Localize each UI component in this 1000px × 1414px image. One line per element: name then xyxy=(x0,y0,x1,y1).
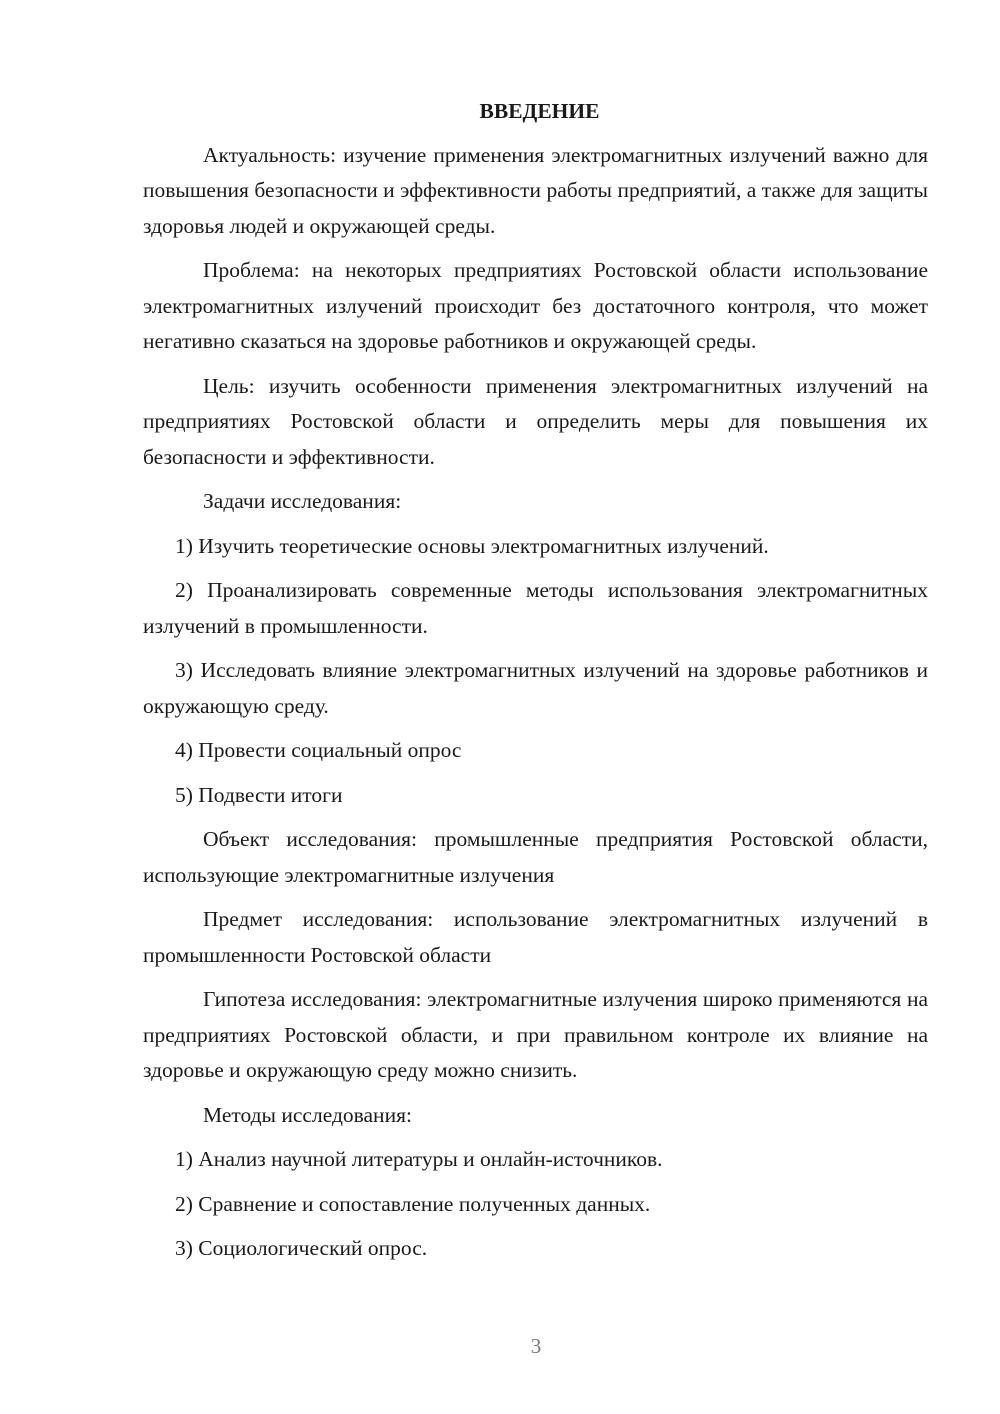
subject-paragraph: Предмет исследования: использование электромагнитных излучений в промышленности Ростовской области xyxy=(143,907,928,967)
method-item: 2) Сравнение и сопоставление полученных данных. xyxy=(175,1191,651,1216)
goal-paragraph: Цель: изучить особенности применения электромагнитных излучений на предприятиях Ростовской области и определить меры для повышения их безопасности и эффективности. xyxy=(143,373,928,469)
relevance-paragraph: Актуальность: изучение применения электромагнитных излучений важно для повышения безопасности и эффективности работы предприятий, а также для защиты здоровья людей и окружающей среды. xyxy=(143,142,928,238)
tasks-heading: Задачи исследования: xyxy=(203,489,402,513)
page-number: 3 xyxy=(530,1334,542,1358)
task-item: 1) Изучить теоретические основы электромагнитных излучений. xyxy=(175,533,769,558)
page-title: ВВЕДЕНИЕ xyxy=(479,99,600,123)
task-item: 3) Исследовать влияние электромагнитных излучений на здоровье работников и окружающую среду. xyxy=(143,658,928,718)
hypothesis-paragraph: Гипотеза исследования: электромагнитные излучения широко применяются на предприятиях Ростовской области, и при правильном контроле их влияние на здоровье и окружающую среду можно снизить. xyxy=(143,987,928,1082)
methods-heading: Методы исследования: xyxy=(203,1102,412,1127)
page-content xyxy=(143,94,928,1276)
task-item: 4) Провести социальный опрос xyxy=(175,738,462,762)
task-item: 5) Подвести итоги xyxy=(175,782,343,807)
method-item: 3) Социологический опрос. xyxy=(175,1236,428,1260)
method-item: 1) Анализ научной литературы и онлайн-источников. xyxy=(175,1147,663,1171)
problem-paragraph: Проблема: на некоторых предприятиях Ростовской области использование электромагнитных излучений происходит без достаточного контроля, что может негативно сказаться на здоровье работников и окружающей среды. xyxy=(143,258,928,353)
object-paragraph: Объект исследования: промышленные предприятия Ростовской области, использующие электромагнитные излучения xyxy=(143,827,928,887)
task-item: 2) Проанализировать современные методы использования электромагнитных излучений в промышленности. xyxy=(143,578,928,638)
